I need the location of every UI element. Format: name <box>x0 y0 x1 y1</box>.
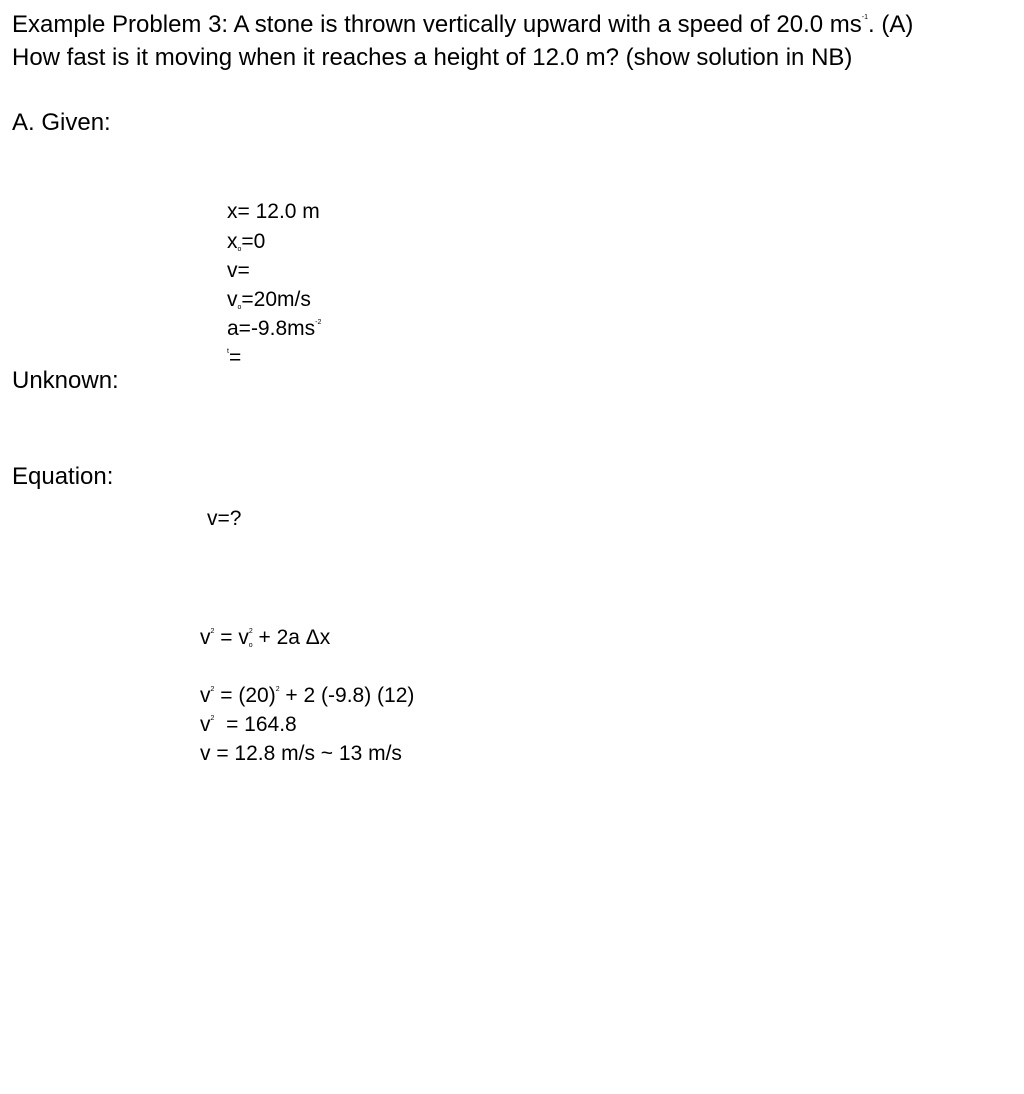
unknown-v: v=? <box>207 507 242 530</box>
problem-statement-line-1 <box>12 13 913 37</box>
given-x: x= 12.0 m <box>227 200 320 223</box>
superscript: -1 <box>861 14 868 21</box>
given-t <box>227 347 241 368</box>
solution-step-2 <box>200 714 297 735</box>
heading-given: A. Given: <box>12 109 111 136</box>
symbol: v <box>200 684 211 707</box>
equation-kinematic <box>200 627 330 648</box>
text: = v <box>214 626 249 649</box>
superscript: 2 <box>248 628 253 635</box>
text: + 2 (-9.8) (12) <box>279 684 415 707</box>
subscript: o <box>237 246 242 253</box>
superscript: 2 <box>210 715 215 722</box>
value: =0 <box>241 230 266 253</box>
symbol: t <box>227 348 229 355</box>
value: = <box>228 346 242 369</box>
subscript: o <box>237 304 242 311</box>
superscript: 2 <box>210 686 215 693</box>
superscript: 2 <box>275 686 280 693</box>
heading-equation: Equation: <box>12 463 114 490</box>
text: + 2a Δx <box>252 626 331 649</box>
solution-step-1 <box>200 685 414 706</box>
symbol: v <box>200 626 211 649</box>
heading-unknown: Unknown: <box>12 367 119 394</box>
superscript: 2 <box>210 628 215 635</box>
given-a <box>227 318 321 339</box>
symbol: v <box>227 288 238 311</box>
text: = 164.8 <box>214 713 297 736</box>
value: a=-9.8ms <box>227 317 316 340</box>
solution-step-3: v = 12.8 m/s ~ 13 m/s <box>200 742 402 765</box>
problem-text-end: . (A) <box>867 11 914 38</box>
text: = (20) <box>214 684 276 707</box>
subscript: o <box>248 642 253 649</box>
symbol: v <box>200 713 211 736</box>
symbol: x <box>227 230 238 253</box>
problem-statement-line-2: How fast is it moving when it reaches a height of 12.0 m? (show solution in NB) <box>12 44 853 71</box>
problem-text: Example Problem 3: A stone is thrown vertically upward with a speed of 20.0 ms <box>12 11 862 38</box>
given-x0 <box>227 231 265 252</box>
given-v0 <box>227 289 311 310</box>
given-v: v= <box>227 259 250 282</box>
superscript: -2 <box>315 319 322 326</box>
value: =20m/s <box>241 288 311 311</box>
